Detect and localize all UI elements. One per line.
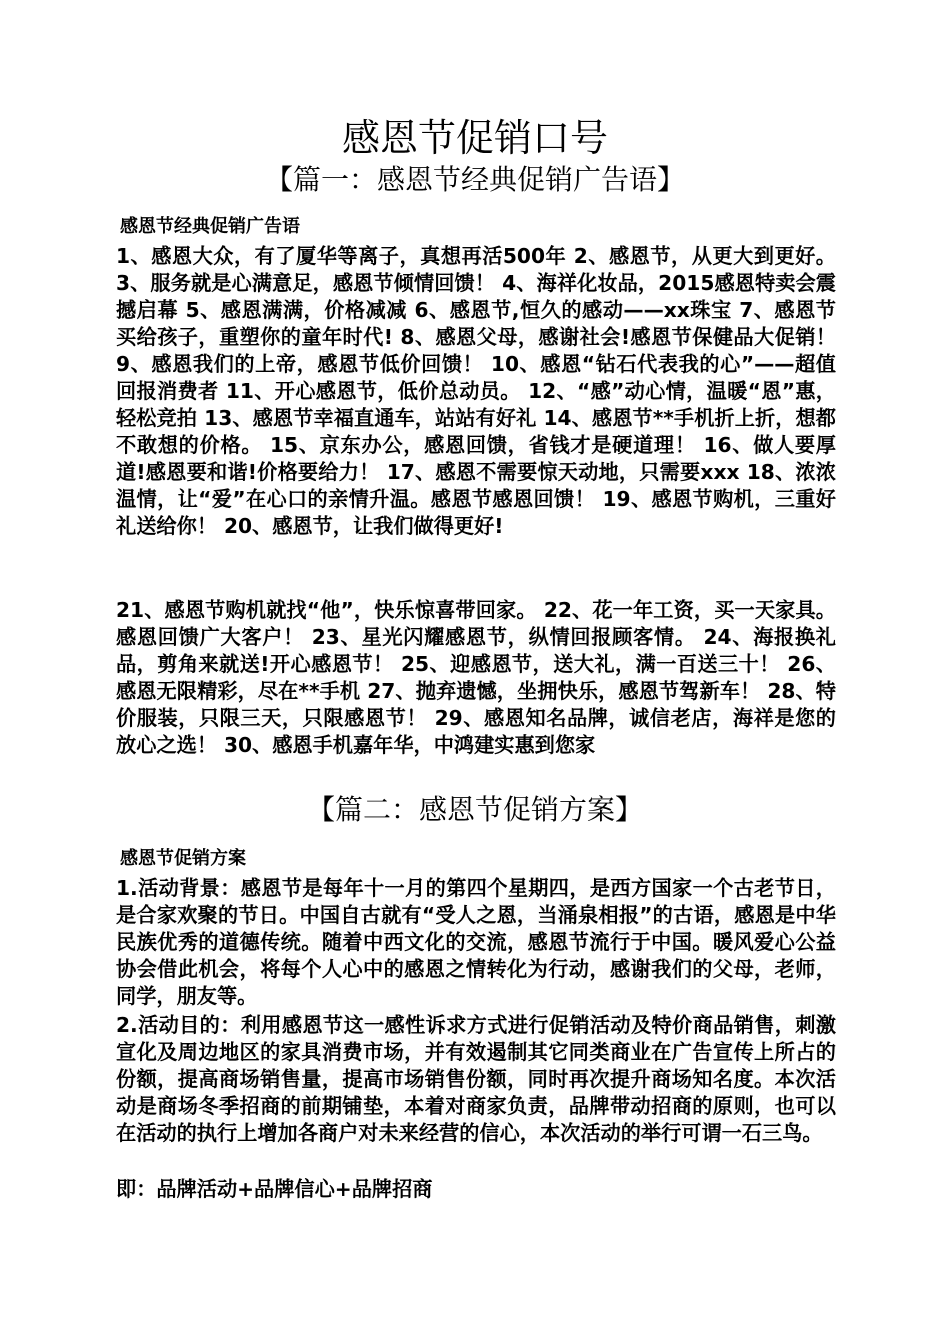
section2-heading: 【篇二：感恩节促销方案】 <box>306 793 643 826</box>
section2-paragraph3: 即：品牌活动+品牌信心+品牌招商 <box>116 1177 433 1201</box>
section2-paragraph1: 1.活动背景：感恩节是每年十一月的第四个星期四，是西方国家一个古老节日，是合家欢聚的节日。中国自古就有“受人之恩，当涌泉相报”的古语，感恩是中华民族优秀的道德传统。随着中西文化的交流，感恩节流行于中国。暖风爱心公益协会借此机会，将每个人心中的感恩之情转化为行动，感谢我们的父母，老师，同学，朋友等。 <box>116 876 836 1008</box>
section1-paragraph2: 21、感恩节购机就找“他”，快乐惊喜带回家。 22、花一年工资，买一天家具。感恩回馈广大客户！ 23、星光闪耀感恩节，纵情回报顾客情。 24、海报换礼品，剪角来就送!开心感恩节！ 25、迎感恩节，送大礼，满一百送三十！ 26、感恩无限精彩，尽在**手机 27、抛弃遗憾，坐拥快乐，感恩节驾新车！ 28、特价服装，只限三天，只限感恩节！ 29、感恩知名品牌，诚信老店，海祥是您的放心之选！ 30、感恩手机嘉年华，中鸿建实惠到您家 <box>116 598 836 757</box>
section1-heading: 【篇一：感恩节经典促销广告语】 <box>264 163 685 196</box>
section1-paragraph1: 1、感恩大众，有了厦华等离子，真想再活500年 2、感恩节，从更大到更好。 3、服务就是心满意足，感恩节倾情回馈！ 4、海祥化妆品，2015感恩特卖会震撼启幕 5、感恩满满，价格减减 6、感恩节,恒久的感动——xx珠宝 7、感恩节买给孩子，重塑你的童年时代! 8、感恩父母，感谢社会!感恩节保健品大促销！ 9、感恩我们的上帝，感恩节低价回馈！ 10、感恩“钻石代表我的心”——超值回报消费者 11、开心感恩节，低价总动员。 12、“感”动心情，温暖“恩”惠，轻松竞拍 13、感恩节幸福直通车，站站有好礼 14、感恩节**手机折上折，想都不敢想的价格。 15、京东办公，感恩回馈，省钱才是硬道理！ 16、做人要厚道!感恩要和谐!价格要给力！ 17、感恩不需要惊天动地，只需要xxx 18、浓浓温情，让“爱”在心口的亲情升温。感恩节感恩回馈！ 19、感恩节购机，三重好礼送给你！ 20、感恩节，让我们做得更好! <box>116 244 836 538</box>
section2-subheading: 感恩节促销方案 <box>120 848 246 869</box>
section2-paragraph2: 2.活动目的：利用感恩节这一感性诉求方式进行促销活动及特价商品销售，刺激宣化及周边地区的家具消费市场，并有效遏制其它同类商业在广告宣传上所占的份额，提高商场销售量，提高市场销售份额，同时再次提升商场知名度。本次活动是商场冬季招商的前期铺垫，本着对商家负责，品牌带动招商的原则，也可以在活动的执行上增加各商户对未来经营的信心，本次活动的举行可谓一石三鸟。 <box>116 1013 836 1145</box>
section1-subheading: 感恩节经典促销广告语 <box>120 216 300 237</box>
document-title: 感恩节促销口号 <box>341 116 608 160</box>
